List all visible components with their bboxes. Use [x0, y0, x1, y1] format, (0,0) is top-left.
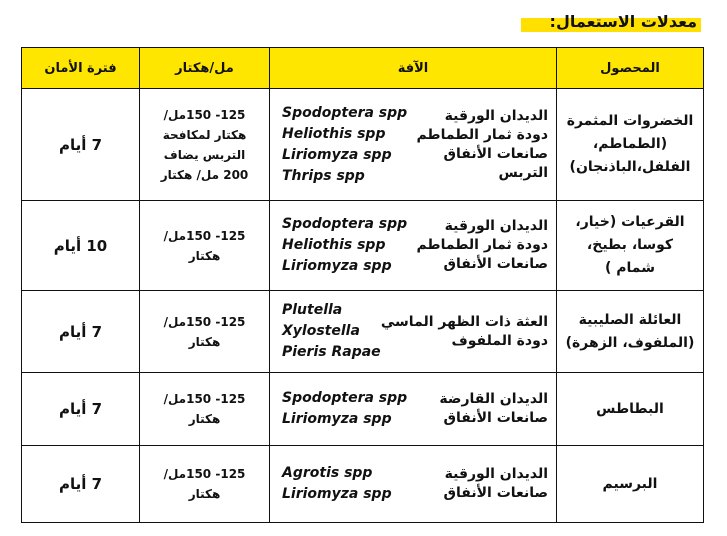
cell-crop: [557, 201, 704, 291]
pest-scientific-name: Pieris Rapae: [282, 344, 381, 360]
cell-pest: [270, 201, 557, 291]
table-row: [22, 89, 704, 201]
cell-pest: [270, 89, 557, 201]
pest-scientific-name: Liriomyza spp: [282, 258, 392, 274]
pest-scientific-name: Liriomyza spp: [282, 411, 392, 427]
pest-arabic-names: [381, 313, 550, 351]
table-row: [22, 373, 704, 446]
dose-line: هكتار: [188, 334, 221, 349]
cell-dose: [140, 291, 270, 373]
table-header-row: [22, 48, 704, 89]
dose-line: 200 مل/ هكتار: [160, 167, 249, 182]
cell-safety-period: 7 أيام: [22, 291, 140, 373]
cell-safety-period: 7 أيام: [22, 89, 140, 201]
cell-crop: [557, 291, 704, 373]
pest-scientific-name: Spodoptera spp: [282, 216, 408, 232]
dose-line: 125- 150مل/: [163, 107, 246, 122]
pest-scientific-name: Agrotis spp: [282, 465, 373, 481]
cell-dose: [140, 373, 270, 446]
cell-crop: [557, 89, 704, 201]
pest-arabic-name: صانعات الأنفاق: [443, 256, 548, 272]
crop-line: العائلة الصليبية: [578, 311, 682, 328]
pest-arabic-names: [416, 107, 550, 183]
dose-line: هكتار: [188, 412, 221, 426]
crop-line: البطاطس: [596, 400, 664, 417]
pest-scientific-names: [276, 103, 407, 187]
pest-content: [276, 463, 550, 505]
cell-pest: [270, 373, 557, 446]
pest-scientific-name: Xylostella: [282, 323, 360, 339]
pest-content: [276, 214, 550, 277]
pest-arabic-names: [439, 390, 550, 428]
header-pest: الآفة: [270, 48, 557, 89]
usage-rates-table: [21, 47, 704, 523]
dose-line: 125- 150مل/: [163, 314, 246, 329]
crop-line: كوسا، بطيخ،: [586, 237, 674, 253]
table-row: [22, 201, 704, 291]
cell-dose: [140, 89, 270, 201]
crop-line: البرسيم: [602, 475, 658, 492]
pest-arabic-name: صانعات الأنفاق: [443, 410, 548, 426]
table-row: [22, 446, 704, 523]
cell-crop: [557, 373, 704, 446]
pest-arabic-name: الديدان الورقية: [444, 218, 548, 234]
page-title: معدلات الاستعمال:: [549, 12, 697, 31]
pest-scientific-name: Heliothis spp: [282, 237, 386, 253]
cell-safety-period: 10 أيام: [22, 201, 140, 291]
pest-arabic-name: الديدان الورقية: [444, 107, 548, 124]
pest-scientific-name: Spodoptera spp: [282, 390, 408, 406]
dose-line: التربس يضاف: [163, 147, 246, 162]
pest-arabic-name: الديدان الورقية: [444, 466, 548, 482]
pest-arabic-name: صانعات الأنفاق: [443, 145, 548, 162]
pest-arabic-name: التربس: [498, 164, 548, 181]
header-crop: المحصول: [557, 48, 704, 89]
crop-line: الخضروات المثمرة: [566, 113, 694, 129]
crop-line: الفلفل،الباذنجان): [569, 159, 691, 175]
crop-line: (الملفوف، الزهرة): [565, 334, 695, 351]
pest-scientific-names: [276, 463, 392, 505]
pest-arabic-names: [444, 465, 550, 503]
pest-scientific-name: Liriomyza spp: [282, 146, 392, 163]
cell-pest: [270, 446, 557, 523]
table-body: [22, 89, 704, 523]
pest-content: [276, 103, 550, 187]
pest-scientific-name: Thrips spp: [282, 167, 365, 184]
header-dose: مل/هكتار: [140, 48, 270, 89]
pest-content: [276, 388, 550, 430]
dose-line: هكتار لمكافحة: [162, 127, 247, 142]
pest-arabic-name: الديدان القارضة: [439, 391, 548, 407]
dose-line: 125- 150مل/: [163, 228, 246, 243]
pest-scientific-name: Plutella: [282, 302, 343, 318]
pest-arabic-name: دودة ثمار الطماطم: [416, 237, 548, 253]
pest-scientific-name: Heliothis spp: [282, 125, 386, 142]
pest-arabic-name: صانعات الأنفاق: [443, 485, 548, 501]
pest-arabic-name: العثة ذات الظهر الماسي: [380, 313, 548, 330]
pest-scientific-names: [276, 300, 381, 363]
cell-dose: [140, 446, 270, 523]
pest-arabic-name: دودة ثمار الطماطم: [416, 126, 548, 143]
pest-content: [276, 300, 550, 363]
pest-arabic-names: [416, 217, 550, 274]
dose-line: هكتار: [188, 248, 221, 263]
pest-scientific-names: [276, 214, 407, 277]
dose-line: هكتار: [188, 487, 221, 501]
table-row: [22, 291, 704, 373]
cell-safety-period: 7 أيام: [22, 373, 140, 446]
crop-line: (الطماطم،: [592, 136, 668, 152]
title-block: [521, 12, 701, 34]
cell-crop: [557, 446, 704, 523]
dose-line: 125- 150مل/: [163, 467, 246, 481]
header-safety-period: فترة الأمان: [22, 48, 140, 89]
pest-scientific-name: Spodoptera spp: [282, 104, 408, 121]
pest-arabic-name: دودة الملفوف: [451, 332, 548, 349]
cell-pest: [270, 291, 557, 373]
dose-line: 125- 150مل/: [163, 392, 246, 406]
pest-scientific-names: [276, 388, 407, 430]
crop-line: القرعيات (خيار،: [575, 214, 685, 230]
pest-scientific-name: Liriomyza spp: [282, 486, 392, 502]
cell-safety-period: 7 أيام: [22, 446, 140, 523]
crop-line: شمام ): [605, 260, 655, 276]
cell-dose: [140, 201, 270, 291]
